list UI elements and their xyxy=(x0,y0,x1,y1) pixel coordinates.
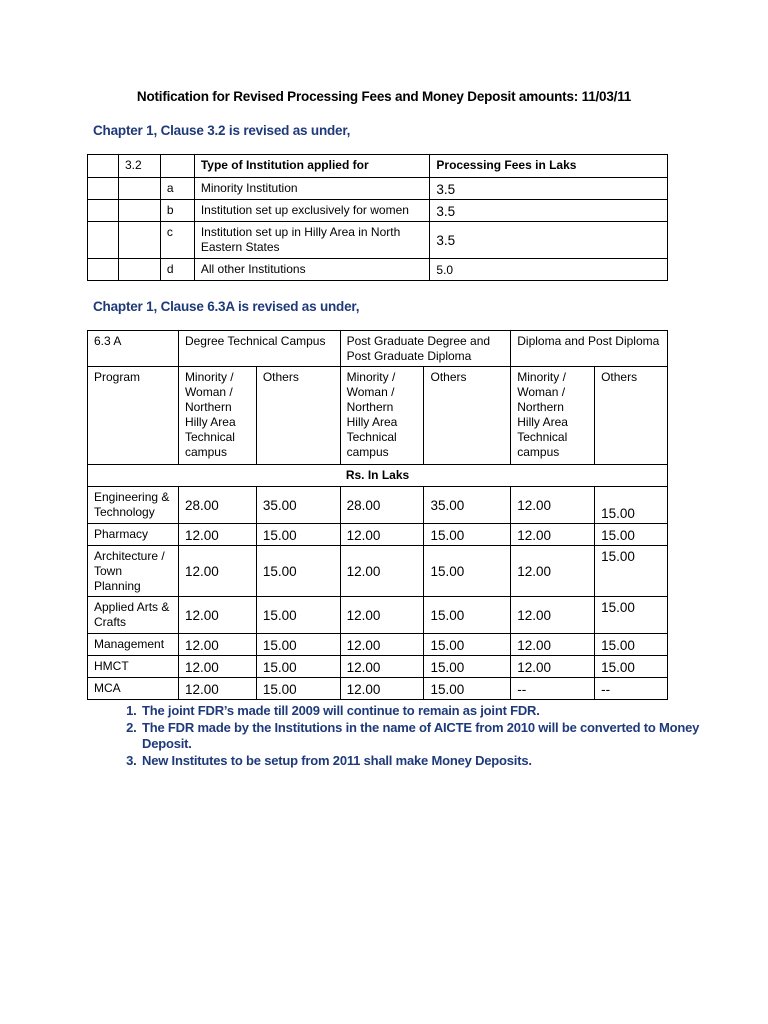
minority-header: Minority / Woman / Northern Hilly Area Technical campus xyxy=(511,367,595,465)
table-row xyxy=(88,524,668,546)
institution-type: Institution set up exclusively for women xyxy=(194,200,430,222)
fee-value: 12.00 xyxy=(340,634,424,656)
fee-value: 35.00 xyxy=(424,487,511,524)
fee-value: 15.00 xyxy=(256,634,340,656)
list-item: 2. The FDR made by the Institutions in the name of AICTE from 2010 will be converted to Money Deposit. xyxy=(140,720,710,753)
fee-value: 12.00 xyxy=(511,656,595,678)
money-deposit-table xyxy=(87,330,668,700)
fee-value: -- xyxy=(595,678,668,700)
table-header-row xyxy=(88,155,668,178)
fee-value: 15.00 xyxy=(256,597,340,634)
table-row xyxy=(88,597,668,634)
column-header-type: Type of Institution applied for xyxy=(194,155,430,178)
fee-value: 12.00 xyxy=(511,487,595,524)
fee-value: 12.00 xyxy=(178,656,256,678)
table-cell xyxy=(118,259,160,281)
table-row xyxy=(88,487,668,524)
unit-row xyxy=(88,465,668,487)
processing-fee: 3.5 xyxy=(430,200,668,222)
list-item: 3. New Institutes to be setup from 2011 shall make Money Deposits. xyxy=(140,753,710,770)
fee-value: 12.00 xyxy=(178,597,256,634)
fee-value: 12.00 xyxy=(340,597,424,634)
fee-value: 15.00 xyxy=(256,656,340,678)
fee-value: 15.00 xyxy=(595,524,668,546)
processing-fee: 3.5 xyxy=(430,178,668,200)
table-row xyxy=(88,178,668,200)
institution-type: All other Institutions xyxy=(194,259,430,281)
fee-value: 15.00 xyxy=(595,597,668,634)
program-name: HMCT xyxy=(88,656,179,678)
list-item: 1. The joint FDR’s made till 2009 will continue to remain as joint FDR. xyxy=(140,703,710,720)
processing-fee: 3.5 xyxy=(430,222,668,259)
fee-value: 15.00 xyxy=(424,524,511,546)
fee-value: 12.00 xyxy=(511,524,595,546)
fee-value: 12.00 xyxy=(178,634,256,656)
fee-value: 15.00 xyxy=(424,634,511,656)
fee-value: 12.00 xyxy=(340,524,424,546)
table-row xyxy=(88,222,668,259)
table-row xyxy=(88,678,668,700)
fee-value: -- xyxy=(511,678,595,700)
row-letter: d xyxy=(160,259,194,281)
fee-value: 35.00 xyxy=(256,487,340,524)
institution-type: Institution set up in Hilly Area in North Eastern States xyxy=(194,222,430,259)
group-header: Post Graduate Degree and Post Graduate Diploma xyxy=(340,331,511,367)
fee-value: 15.00 xyxy=(595,634,668,656)
table-cell xyxy=(160,155,194,178)
notes-list xyxy=(113,703,710,769)
table-header-row xyxy=(88,331,668,367)
column-header-fees: Processing Fees in Laks xyxy=(430,155,668,178)
fee-value: 12.00 xyxy=(340,546,424,597)
program-name: Architecture / Town Planning xyxy=(88,546,179,597)
table-cell xyxy=(118,178,160,200)
table-row xyxy=(88,634,668,656)
section2-heading: Chapter 1, Clause 6.3A is revised as under, xyxy=(93,299,360,314)
fee-value: 15.00 xyxy=(424,656,511,678)
fee-value: 12.00 xyxy=(511,634,595,656)
clause-number: 6.3 A xyxy=(88,331,179,367)
fee-value: 15.00 xyxy=(595,546,668,597)
group-header: Degree Technical Campus xyxy=(178,331,340,367)
section1-heading: Chapter 1, Clause 3.2 is revised as under, xyxy=(93,123,351,138)
table-cell xyxy=(88,222,119,259)
unit-label: Rs. In Laks xyxy=(88,465,668,487)
institution-type: Minority Institution xyxy=(194,178,430,200)
fee-value: 12.00 xyxy=(178,546,256,597)
fee-value: 12.00 xyxy=(511,597,595,634)
fee-value: 12.00 xyxy=(178,678,256,700)
fee-value: 15.00 xyxy=(595,656,668,678)
fee-value: 15.00 xyxy=(256,524,340,546)
clause-number: 3.2 xyxy=(118,155,160,178)
table-cell xyxy=(118,222,160,259)
table-subheader-row xyxy=(88,367,668,465)
program-name: MCA xyxy=(88,678,179,700)
fee-value: 15.00 xyxy=(595,487,668,524)
table-cell xyxy=(88,200,119,222)
others-header: Others xyxy=(595,367,668,465)
program-name: Applied Arts & Crafts xyxy=(88,597,179,634)
fee-value: 15.00 xyxy=(256,678,340,700)
table-row xyxy=(88,200,668,222)
fee-value: 28.00 xyxy=(178,487,256,524)
fee-value: 12.00 xyxy=(178,524,256,546)
row-letter: c xyxy=(160,222,194,259)
others-header: Others xyxy=(256,367,340,465)
table-cell xyxy=(88,178,119,200)
table-cell xyxy=(118,200,160,222)
program-name: Management xyxy=(88,634,179,656)
program-header: Program xyxy=(88,367,179,465)
fee-value: 15.00 xyxy=(424,546,511,597)
minority-header: Minority / Woman / Northern Hilly Area Technical campus xyxy=(340,367,424,465)
fee-value: 28.00 xyxy=(340,487,424,524)
fee-value: 15.00 xyxy=(424,597,511,634)
fee-value: 12.00 xyxy=(340,656,424,678)
program-name: Engineering & Technology xyxy=(88,487,179,524)
table-row xyxy=(88,656,668,678)
others-header: Others xyxy=(424,367,511,465)
group-header: Diploma and Post Diploma xyxy=(511,331,668,367)
processing-fee: 5.0 xyxy=(430,259,668,281)
table-cell xyxy=(88,155,119,178)
fee-value: 15.00 xyxy=(424,678,511,700)
table-row xyxy=(88,546,668,597)
row-letter: b xyxy=(160,200,194,222)
table-cell xyxy=(88,259,119,281)
page-title: Notification for Revised Processing Fees and Money Deposit amounts: 11/03/11 xyxy=(136,89,632,104)
fee-value: 12.00 xyxy=(340,678,424,700)
fee-value: 12.00 xyxy=(511,546,595,597)
program-name: Pharmacy xyxy=(88,524,179,546)
fee-value: 15.00 xyxy=(256,546,340,597)
table-row xyxy=(88,259,668,281)
row-letter: a xyxy=(160,178,194,200)
processing-fees-table xyxy=(87,154,668,281)
minority-header: Minority / Woman / Northern Hilly Area Technical campus xyxy=(178,367,256,465)
